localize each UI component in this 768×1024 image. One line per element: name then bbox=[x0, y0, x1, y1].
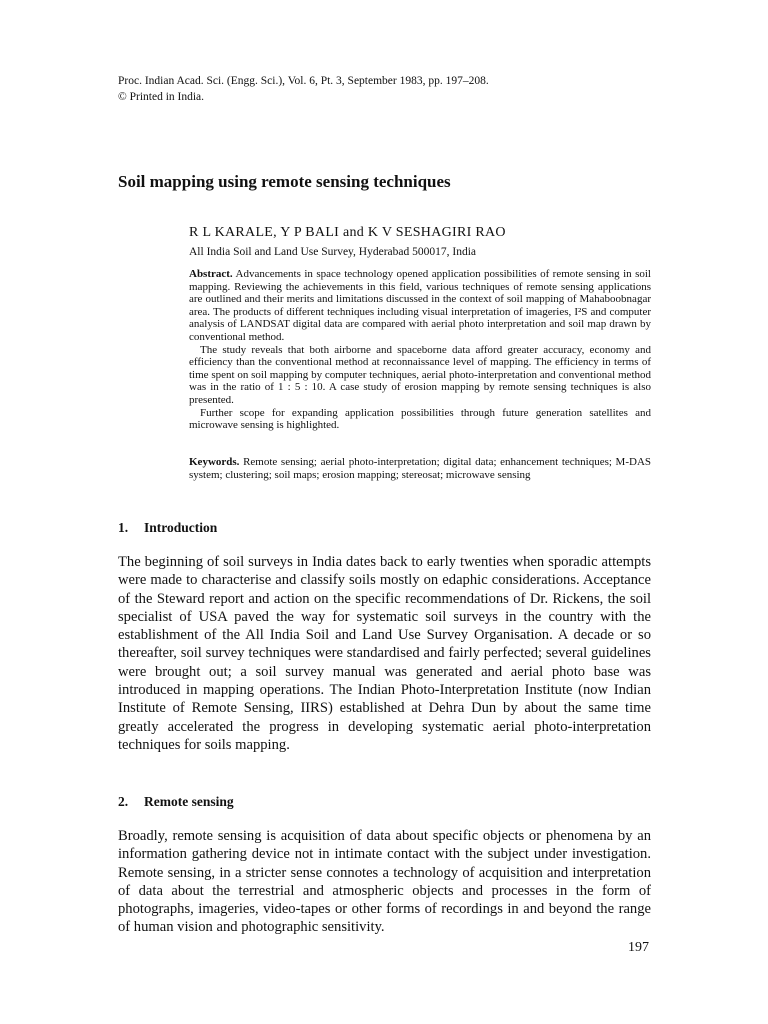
introduction-paragraph: The beginning of soil surveys in India dates back to early twenties when sporadic attempts were made to characterise and classify soils mostly on edaphic considerations. Acceptance of the Steward report and action on the specific recommendations of Dr. Rickens, the soil specialist of USA paved the way for systematic soil surveys in the country with the establishment of the All India Soil and Land Use Survey Organisation. A decade or so thereafter, soil survey techniques were standardised and fairly perfected; several guidelines were brought out; a soil survey manual was generated and aerial photo base was introduced in mapping operations. The Indian Photo-Interpretation Institute (now Indian Institute of Remote Sensing, IIRS) established at Dehra Dun by about the same time greatly accelerated the progress in developing systematic aerial photo-interpretation techniques for soils mapping. bbox=[118, 554, 651, 753]
citation-line: Proc. Indian Acad. Sci. (Engg. Sci.), Vol. 6, Pt. 3, September 1983, pp. 197–208. bbox=[118, 75, 489, 87]
abstract-text-1: Advancements in space technology opened application possibilities of remote sensing in soil mapping. Reviewing the achievements in this field, various techniques of remote sensing applications are outlined and their merits and limitations discussed in the context of soil mapping of Mahaboobnagar area. The products of different techniques including visual interpretation of imageries, I²S and computer analysis of LANDSAT digital data are compared with aerial photo interpretation and soil map drawn by conventional method. bbox=[189, 268, 651, 343]
keywords-label: Keywords. bbox=[189, 456, 240, 468]
abstract-label: Abstract. bbox=[189, 268, 233, 280]
abstract-paragraph-3: Further scope for expanding application possibilities through future generation satellites and microwave sensing is highlighted. bbox=[189, 406, 651, 432]
section-title: Introduction bbox=[144, 520, 218, 535]
abstract bbox=[189, 268, 651, 432]
abstract-paragraph-2: The study reveals that both airborne and spaceborne data afford greater accuracy, economy and efficiency than the conventional method at reconnaissance level of mapping. The efficiency in terms of time spent on soil mapping by computer techniques, aerial photo-interpretation and conventional method was in the ratio of 1 : 5 : 10. A case study of erosion mapping by remote sensing techniques is also presented. bbox=[189, 343, 651, 406]
keywords-text: Remote sensing; aerial photo-interpretation; digital data; enhancement techniques; M-DAS system; clustering; soil maps; erosion mapping; stereosat; microwave sensing bbox=[189, 456, 652, 481]
printed-line: © Printed in India. bbox=[118, 91, 205, 103]
section-number: 2. bbox=[118, 794, 129, 809]
journal-header bbox=[118, 73, 489, 105]
keywords bbox=[189, 456, 651, 482]
page-number: 197 bbox=[628, 940, 649, 955]
remote-sensing-paragraph: Broadly, remote sensing is acquisition of data about specific objects or phenomena by an information gathering device not in intimate contact with the subject under investigation. Remote sensing, in a stricter sense connotes a technology of acquisition and interpretation of data about the terrestrial and atmospheric objects and processes in the form of photographs, imageries, video-tapes or other forms of recordings in and beyond the range of human vision and photographic sensitivity. bbox=[118, 828, 651, 936]
section-heading-introduction bbox=[118, 520, 217, 536]
author-list: R L KARALE, Y P BALI and K V SESHAGIRI RAO bbox=[189, 225, 506, 240]
paper-title: Soil mapping using remote sensing techniques bbox=[118, 172, 451, 191]
affiliation: All India Soil and Land Use Survey, Hyderabad 500017, India bbox=[189, 246, 477, 258]
section-title: Remote sensing bbox=[144, 794, 234, 809]
abstract-paragraph-1 bbox=[189, 268, 651, 344]
section-number: 1. bbox=[118, 520, 129, 535]
section-heading-remote-sensing bbox=[118, 794, 234, 810]
